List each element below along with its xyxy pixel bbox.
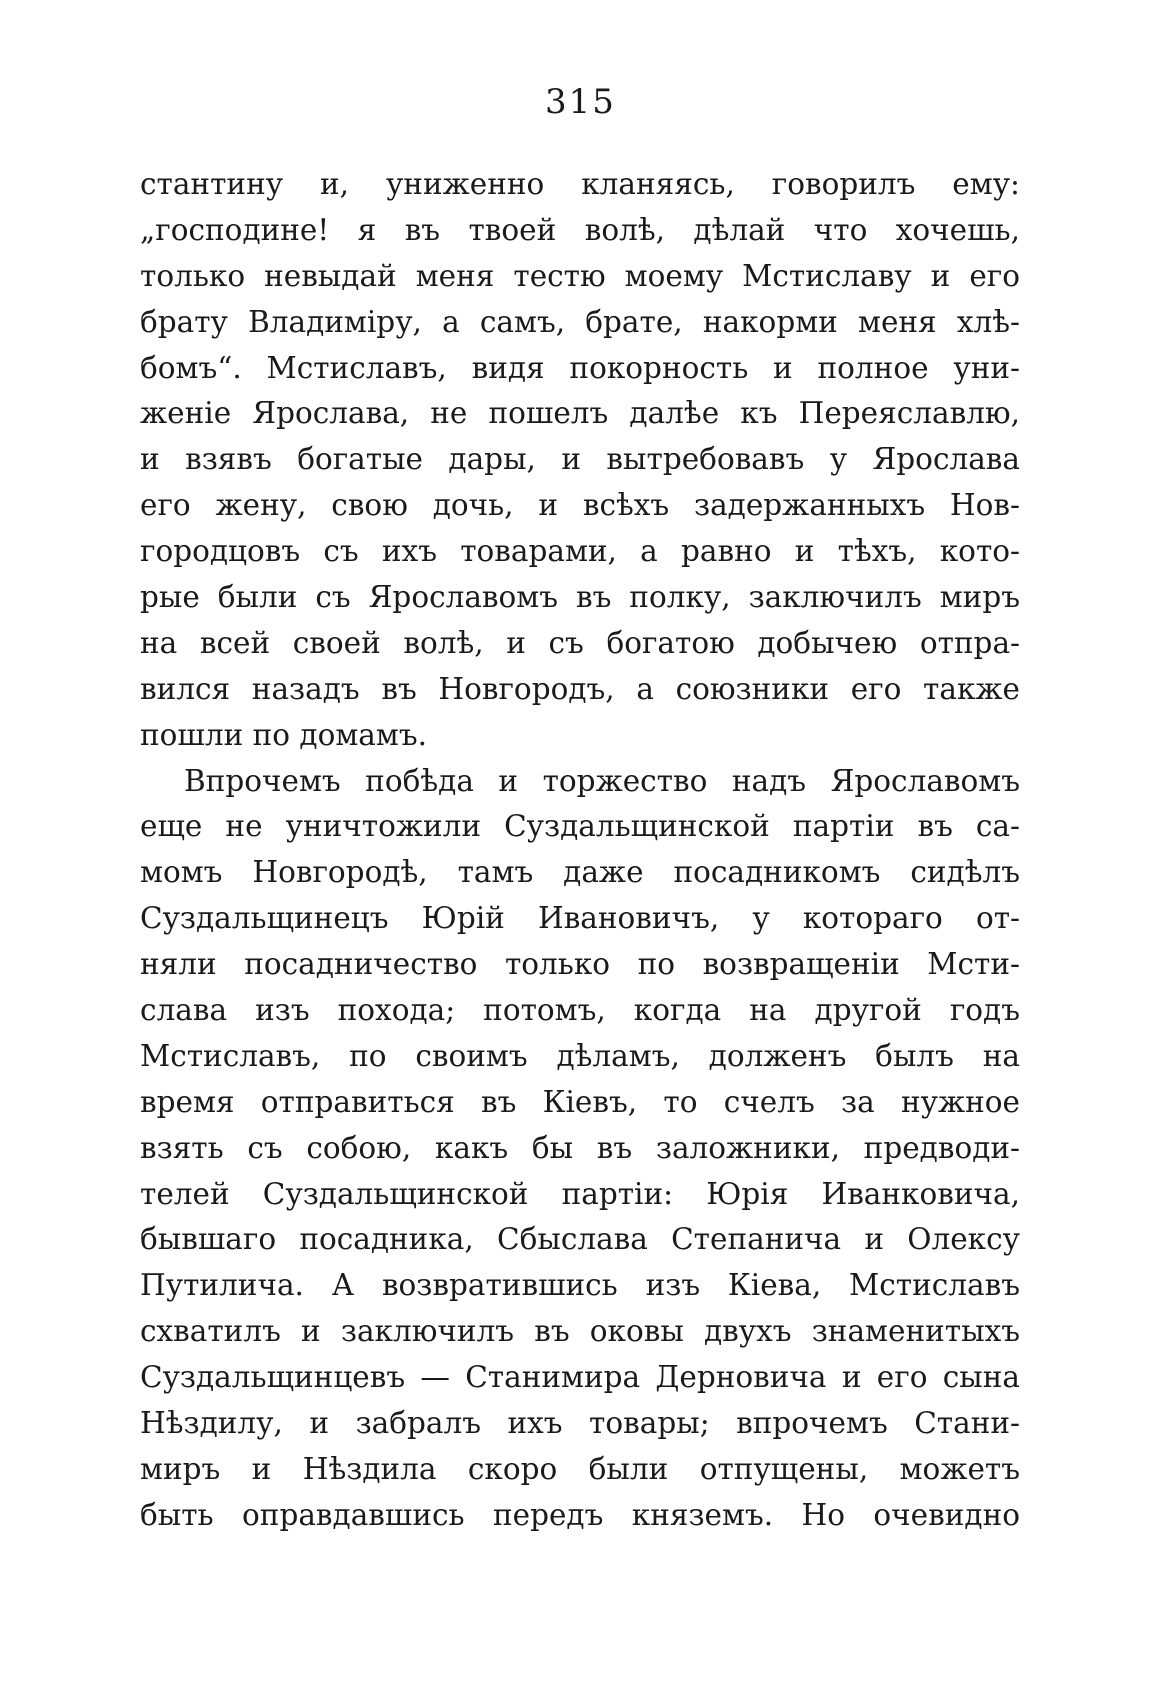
text-line: Суздальщинецъ Юрій Ивановичъ, у котораго от- xyxy=(140,901,1020,936)
text-line: Мстиславъ, по своимъ дѣламъ, долженъ былъ на xyxy=(140,1038,1020,1073)
text-line: вился назадъ въ Новгородъ, а союзники его также xyxy=(140,671,1020,706)
text-line: еще не уничтожили Суздальщинской партіи въ са- xyxy=(140,809,1020,844)
text-line: городцовъ съ ихъ товарами, а равно и тѣхъ, кото- xyxy=(140,534,1020,569)
text-line: женіе Ярослава, не пошелъ далѣе къ Переяславлю, xyxy=(140,396,1020,431)
text-line: на всей своей волѣ, и съ богатою добычею отпра- xyxy=(140,625,1020,660)
text-line: схватилъ и заключилъ въ оковы двухъ знаменитыхъ xyxy=(140,1314,1020,1349)
text-line: время отправиться въ Кіевъ, то счелъ за нужное xyxy=(140,1084,1020,1119)
text-line: пошли по домамъ. xyxy=(140,717,427,752)
text-line: стантину и, униженно кланяясь, говорилъ ему: xyxy=(140,167,1020,201)
text-line: „господине! я въ твоей волѣ, дѣлай что хочешь, xyxy=(140,212,1020,247)
text-line: рые были съ Ярославомъ въ полку, заключилъ миръ xyxy=(140,580,1020,615)
text-line: бомъ“. Мстиславъ, видя покорность и полное уни- xyxy=(140,350,1020,385)
text-line: слава изъ похода; потомъ, когда на другой годъ xyxy=(140,993,1020,1028)
text-line: момъ Новгородѣ, тамъ даже посадникомъ сидѣлъ xyxy=(140,855,1020,890)
text-line: Путилича. А возвратившись изъ Кіева, Мстиславъ xyxy=(140,1268,1020,1303)
text-line: взять съ собою, какъ бы въ заложники, предводи- xyxy=(140,1130,1020,1165)
text-line: его жену, свою дочь, и всѣхъ задержанныхъ Нов- xyxy=(140,488,1020,523)
body-text xyxy=(140,162,1020,1539)
text-line: и взявъ богатые дары, и вытребовавъ у Ярослава xyxy=(140,442,1020,477)
text-line: миръ и Нѣздила скоро были отпущены, можетъ xyxy=(140,1451,1020,1486)
text-line: бывшаго посадника, Сбыслава Степанича и Олексу xyxy=(140,1222,1020,1257)
text-line: Суздальщинцевъ — Станимира Дерновича и его сына xyxy=(140,1360,1020,1395)
text-line: телей Суздальщинской партіи: Юрія Иванковича, xyxy=(140,1176,1020,1211)
text-line: брату Владиміру, а самъ, брате, накорми меня хлѣ- xyxy=(140,304,1020,339)
text-line: быть оправдавшись передъ княземъ. Но очевидно xyxy=(140,1497,1020,1532)
page-number: 315 xyxy=(545,82,616,122)
text-line: няли посадничество только по возвращеніи Мсти- xyxy=(140,947,1020,982)
paragraph-start-line: Впрочемъ побѣда и торжество надъ Ярославомъ xyxy=(184,763,1020,798)
text-line: Нѣздилу, и забралъ ихъ товары; впрочемъ Стани- xyxy=(140,1406,1020,1441)
text-line: только невыдай меня тестю моему Мстиславу и его xyxy=(140,258,1020,293)
